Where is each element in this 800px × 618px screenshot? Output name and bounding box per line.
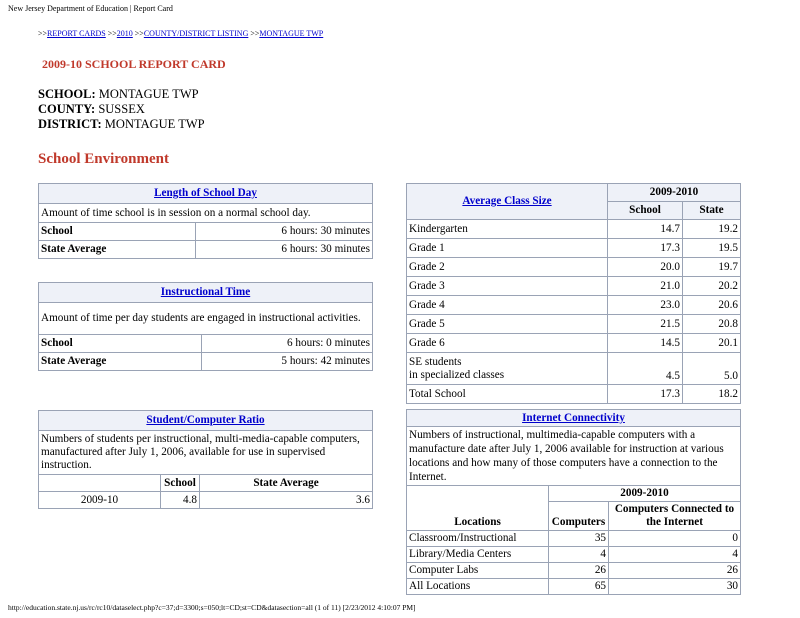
ratio-state-value: 3.6 (200, 492, 373, 509)
class-size-state: 18.2 (683, 385, 741, 404)
internet-connected: 4 (609, 547, 741, 563)
internet-location: Computer Labs (407, 563, 549, 579)
class-size-label: Grade 2 (407, 258, 608, 277)
class-size-label-line2: in specialized classes (409, 368, 505, 381)
internet-connected: 26 (609, 563, 741, 579)
class-size-state: 19.5 (683, 239, 741, 258)
breadcrumb-montague-twp[interactable]: MONTAGUE TWP (259, 29, 324, 38)
class-size-state: 19.2 (683, 220, 741, 239)
instructional-school-value: 6 hours: 0 minutes (202, 335, 373, 353)
class-size-school: 20.0 (608, 258, 683, 277)
internet-connected-header: Computers Connected to the Internet (609, 502, 741, 531)
length-of-school-day-header (39, 184, 373, 204)
school-label: SCHOOL: (38, 87, 96, 101)
class-size-school: 14.7 (608, 220, 683, 239)
class-size-school: 14.5 (608, 334, 683, 353)
class-size-state: 5.0 (683, 353, 741, 385)
table-row (407, 296, 741, 315)
class-size-state: 20.8 (683, 315, 741, 334)
ratio-school-value: 4.8 (161, 492, 200, 509)
class-size-label: Grade 5 (407, 315, 608, 334)
class-size-school: 21.0 (608, 277, 683, 296)
class-size-state: 20.6 (683, 296, 741, 315)
county-value: SUSSEX (98, 102, 145, 116)
table-row (407, 220, 741, 239)
ratio-state-header: State Average (200, 475, 373, 492)
student-computer-ratio-link[interactable]: Student/Computer Ratio (146, 414, 265, 426)
table-row (407, 531, 741, 547)
table-row (407, 353, 741, 385)
class-size-year-header: 2009-2010 (608, 184, 741, 202)
class-size-label: Total School (407, 385, 608, 404)
instructional-time-header (39, 283, 373, 303)
instructional-school-label: School (39, 335, 202, 353)
class-size-label: Kindergarten (407, 220, 608, 239)
internet-connectivity-header (407, 410, 741, 427)
breadcrumb (38, 29, 323, 38)
internet-location: Classroom/Instructional (407, 531, 549, 547)
internet-connected: 0 (609, 531, 741, 547)
class-size-label (407, 353, 608, 385)
length-state-label: State Average (39, 241, 196, 259)
class-size-label-line1: SE students (409, 355, 462, 368)
internet-connected: 30 (609, 579, 741, 595)
table-row (407, 579, 741, 595)
breadcrumb-sep: >> (134, 29, 144, 38)
table-row (407, 277, 741, 296)
instructional-state-label: State Average (39, 353, 202, 371)
class-size-label: Grade 3 (407, 277, 608, 296)
instructional-time-description: Amount of time per day students are engaged in instructional activities. (39, 303, 373, 335)
instructional-state-value: 5 hours: 42 minutes (202, 353, 373, 371)
table-row (407, 563, 741, 579)
class-size-school: 21.5 (608, 315, 683, 334)
instructional-time-table (38, 282, 373, 371)
ratio-school-header: School (161, 475, 200, 492)
average-class-size-header (407, 184, 608, 220)
breadcrumb-county-district-listing[interactable]: COUNTY/DISTRICT LISTING (143, 29, 249, 38)
internet-location: Library/Media Centers (407, 547, 549, 563)
class-size-label: Grade 6 (407, 334, 608, 353)
internet-locations-header: Locations (407, 486, 549, 531)
internet-location: All Locations (407, 579, 549, 595)
table-row (407, 334, 741, 353)
section-title: School Environment (38, 151, 169, 167)
report-title: 2009-10 SCHOOL REPORT CARD (42, 57, 226, 71)
class-size-school: 23.0 (608, 296, 683, 315)
district-value: MONTAGUE TWP (104, 117, 205, 131)
table-row (407, 547, 741, 563)
class-size-label: Grade 1 (407, 239, 608, 258)
school-info (38, 87, 205, 132)
district-label: DISTRICT: (38, 117, 102, 131)
internet-year-header: 2009-2010 (549, 486, 741, 502)
breadcrumb-sep: >> (38, 29, 48, 38)
class-size-state: 19.7 (683, 258, 741, 277)
length-school-label: School (39, 223, 196, 241)
length-of-school-day-table (38, 183, 373, 259)
footer-url: http://education.state.nj.us/rc/rc10/dataselect.php?c=37;d=3300;s=050;lt=CD;st=CD&datasection=all (1 of 11) [2/23/2012 4:10:07 PM] (8, 603, 416, 612)
internet-connectivity-description: Numbers of instructional, multimedia-capable computers with a manufacture date after July 1, 2006 available for instruction at various locations and how many of those computers have a connection to the Internet. (407, 427, 741, 486)
internet-connectivity-table (406, 409, 741, 595)
county-line (38, 102, 205, 117)
length-state-value: 6 hours: 30 minutes (196, 241, 373, 259)
average-class-size-table (406, 183, 741, 404)
county-label: COUNTY: (38, 102, 96, 116)
class-size-school: 17.3 (608, 385, 683, 404)
table-row (407, 315, 741, 334)
table-row (407, 258, 741, 277)
student-computer-ratio-description: Numbers of students per instructional, multi-media-capable computers, manufactured after July 1, 2006, available for use in supervised instruction. (39, 431, 373, 475)
breadcrumb-2010[interactable]: 2010 (116, 29, 133, 38)
length-of-school-day-description: Amount of time school is in session on a normal school day. (39, 204, 373, 223)
ratio-blank-header (39, 475, 161, 492)
class-size-school: 17.3 (608, 239, 683, 258)
internet-computers: 26 (549, 563, 609, 579)
length-school-value: 6 hours: 30 minutes (196, 223, 373, 241)
student-computer-ratio-header (39, 411, 373, 431)
student-computer-ratio-table (38, 410, 373, 509)
breadcrumb-report-cards[interactable]: REPORT CARDS (47, 29, 106, 38)
internet-computers: 35 (549, 531, 609, 547)
ratio-year: 2009-10 (39, 492, 161, 509)
average-class-size-link[interactable]: Average Class Size (462, 195, 552, 207)
class-size-state: 20.1 (683, 334, 741, 353)
table-row (407, 385, 741, 404)
district-line (38, 117, 205, 132)
internet-computers-header: Computers (549, 502, 609, 531)
class-size-label: Grade 4 (407, 296, 608, 315)
breadcrumb-sep: >> (250, 29, 260, 38)
school-line (38, 87, 205, 102)
internet-computers: 65 (549, 579, 609, 595)
class-size-school-header: School (608, 202, 683, 220)
class-size-state-header: State (683, 202, 741, 220)
class-size-state: 20.2 (683, 277, 741, 296)
internet-connectivity-link[interactable]: Internet Connectivity (522, 411, 625, 424)
internet-computers: 4 (549, 547, 609, 563)
class-size-school: 4.5 (608, 353, 683, 385)
school-value: MONTAGUE TWP (98, 87, 199, 101)
breadcrumb-sep: >> (107, 29, 117, 38)
length-of-school-day-link[interactable]: Length of School Day (154, 187, 257, 199)
table-row (407, 239, 741, 258)
print-header: New Jersey Department of Education | Report Card (8, 4, 173, 13)
instructional-time-link[interactable]: Instructional Time (160, 286, 251, 298)
